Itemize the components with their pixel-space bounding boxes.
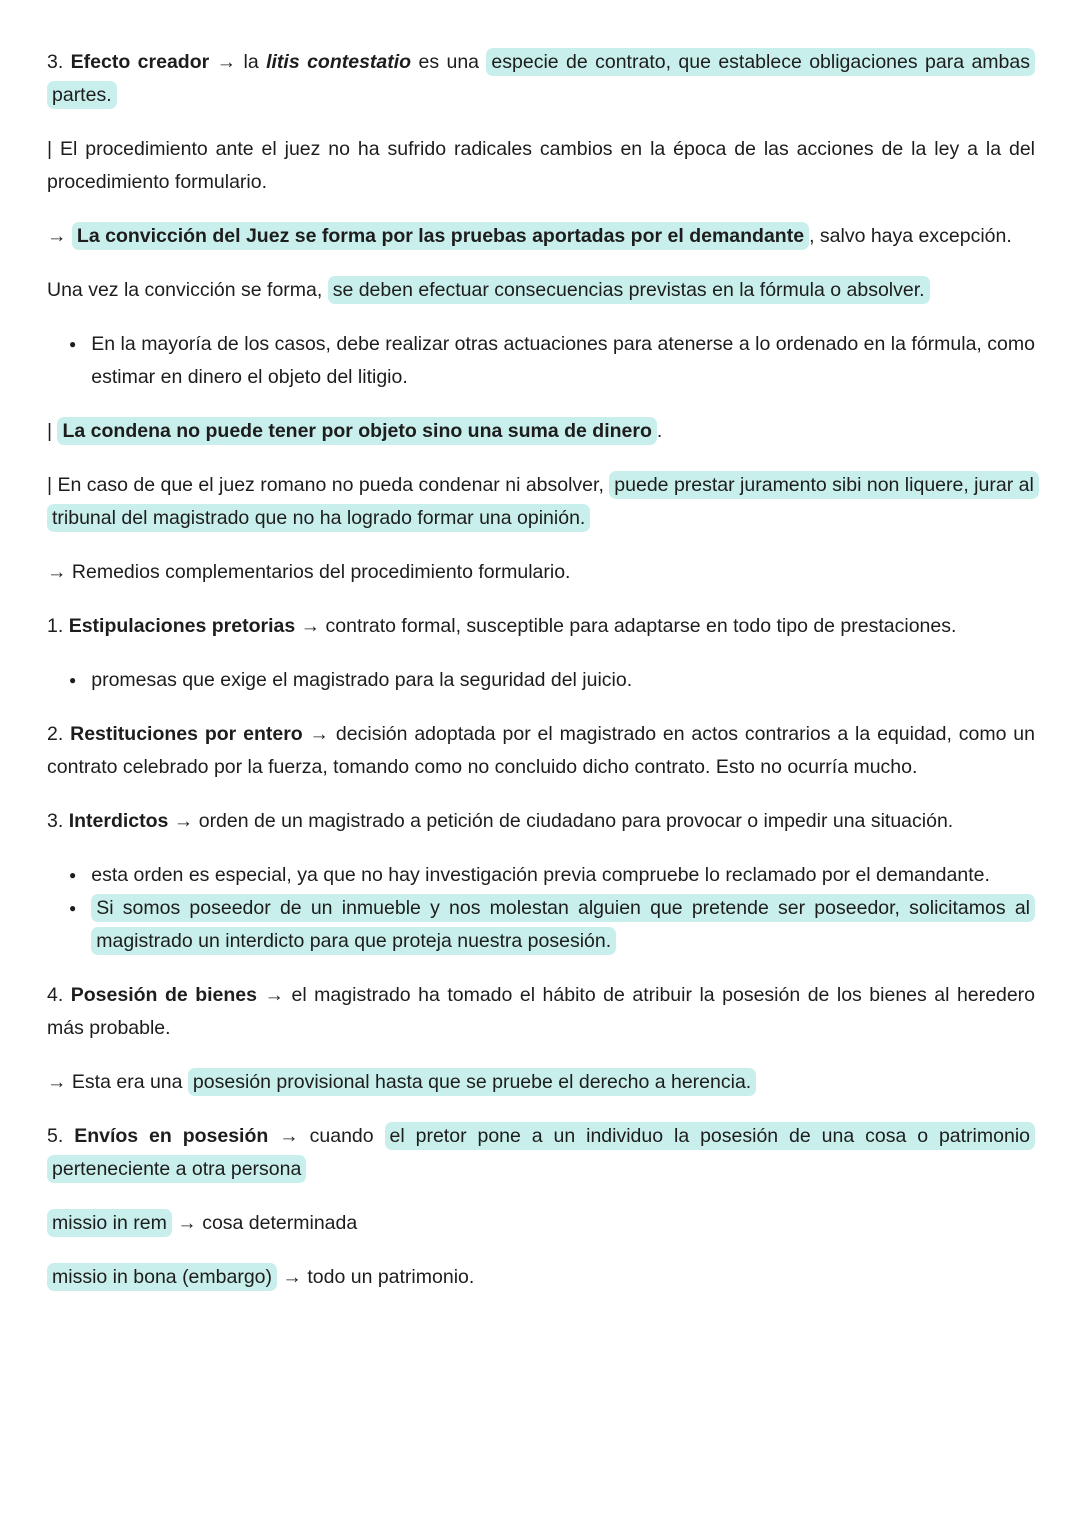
text-run: | El procedimiento ante el juez no ha sufrido radicales cambios en la época de las acciones de la ley a la del procedimiento formulario. <box>47 138 1035 193</box>
text-run: → <box>268 1125 310 1147</box>
text-run: | En caso de que el juez romano no pueda condenar ni absolver, <box>47 474 610 496</box>
text-run: → <box>302 723 336 745</box>
bullet-list <box>47 859 1035 958</box>
text-run: En la mayoría de los casos, debe realizar otras actuaciones para atenerse a lo ordenado en la fórmula, como estimar en dinero el objeto del litigio. <box>91 333 1035 388</box>
text-run: el magistrado ha tomado el hábito de atribuir la posesión de los bienes al heredero más probable. <box>47 984 1035 1039</box>
paragraph <box>47 46 1035 112</box>
list-item <box>69 664 1035 697</box>
list-item-text <box>91 664 1035 697</box>
text-run: Posesión de bienes <box>70 984 257 1006</box>
text-run: 3. <box>47 810 69 832</box>
bullet-icon: ● <box>69 673 77 687</box>
text-run: → <box>47 225 72 247</box>
text-run: contrato formal, susceptible para adaptarse en todo tipo de prestaciones. <box>325 615 957 637</box>
highlight-run: el pretor pone a un individuo la posesión de una cosa o patrimonio perteneciente a otra persona <box>47 1122 1035 1183</box>
text-run: → Remedios complementarios del procedimiento formulario. <box>47 561 571 583</box>
text-run: promesas que exige el magistrado para la seguridad del juicio. <box>91 669 633 691</box>
text-run: 5. <box>47 1125 75 1147</box>
paragraph <box>47 610 1035 643</box>
paragraph <box>47 1261 1035 1294</box>
bullet-icon: ● <box>69 868 77 882</box>
list-item <box>69 859 1035 892</box>
paragraph <box>47 415 1035 448</box>
text-run: cuando <box>309 1125 385 1147</box>
document-body <box>47 46 1035 1294</box>
text-run: 3. <box>47 51 71 73</box>
paragraph <box>47 1066 1035 1099</box>
paragraph <box>47 556 1035 589</box>
paragraph <box>47 805 1035 838</box>
text-run: → <box>257 984 292 1006</box>
text-run: la <box>243 51 267 73</box>
bullet-icon: ● <box>69 337 77 351</box>
highlight-run: missio in rem <box>47 1209 172 1237</box>
text-run: → Esta era una <box>47 1071 188 1093</box>
list-item-text <box>91 328 1035 394</box>
text-run: esta orden es especial, ya que no hay investigación previa compruebe lo reclamado por el demandante. <box>91 864 990 886</box>
highlight-run: especie de contrato, que establece obligaciones para ambas partes. <box>47 48 1035 109</box>
highlight-run: Si somos poseedor de un inmueble y nos molestan alguien que pretende ser poseedor, solicitamos al magistrado un interdicto para que proteja nuestra posesión. <box>91 894 1035 955</box>
text-run: → <box>295 615 326 637</box>
paragraph <box>47 220 1035 253</box>
text-run: → <box>209 51 244 73</box>
text-run: . <box>656 420 663 442</box>
text-run: , salvo haya excepción. <box>809 225 1012 247</box>
highlight-run: se deben efectuar consecuencias previstas en la fórmula o absolver. <box>328 276 930 304</box>
paragraph <box>47 469 1035 535</box>
text-run: Envíos en posesión <box>74 1125 269 1147</box>
text-run: Restituciones por entero <box>70 723 303 745</box>
list-item-text <box>91 892 1035 958</box>
list-item <box>69 328 1035 394</box>
text-run: decisión adoptada por el magistrado en actos contrarios a la equidad, como un contrato celebrado por la fuerza, tomando como no concluido dicho contrato. Esto no ocurría mucho. <box>47 723 1035 778</box>
text-run: Interdictos <box>68 810 169 832</box>
text-run: 2. <box>47 723 71 745</box>
text-run: es una <box>411 51 487 73</box>
paragraph <box>47 979 1035 1045</box>
text-run: Una vez la convicción se forma, <box>47 279 328 301</box>
bullet-icon: ● <box>69 901 77 915</box>
text-run: → <box>168 810 199 832</box>
paragraph <box>47 1207 1035 1240</box>
text-run: 4. <box>47 984 71 1006</box>
text-run: → cosa determinada <box>171 1212 358 1234</box>
highlight-run: posesión provisional hasta que se pruebe el derecho a herencia. <box>188 1068 756 1096</box>
bullet-list <box>47 328 1035 394</box>
paragraph <box>47 1120 1035 1186</box>
bullet-list <box>47 664 1035 697</box>
highlight-run: missio in bona (embargo) <box>47 1263 277 1291</box>
text-run: orden de un magistrado a petición de ciudadano para provocar o impedir una situación. <box>198 810 954 832</box>
text-run: litis contestatio <box>266 51 412 73</box>
highlight-run: La convicción del Juez se forma por las pruebas aportadas por el demandante <box>72 222 809 250</box>
text-run: Efecto creador <box>70 51 210 73</box>
highlight-run: puede prestar juramento sibi non liquere, jurar al tribunal del magistrado que no ha logrado formar una opinión. <box>47 471 1039 532</box>
paragraph <box>47 718 1035 784</box>
paragraph <box>47 274 1035 307</box>
text-run: Estipulaciones pretorias <box>68 615 296 637</box>
list-item-text <box>91 859 1035 892</box>
text-run: 1. <box>47 615 69 637</box>
paragraph <box>47 133 1035 199</box>
list-item <box>69 892 1035 958</box>
text-run: | <box>47 420 58 442</box>
text-run: → todo un patrimonio. <box>277 1266 475 1288</box>
highlight-run: La condena no puede tener por objeto sino una suma de dinero <box>57 417 656 445</box>
